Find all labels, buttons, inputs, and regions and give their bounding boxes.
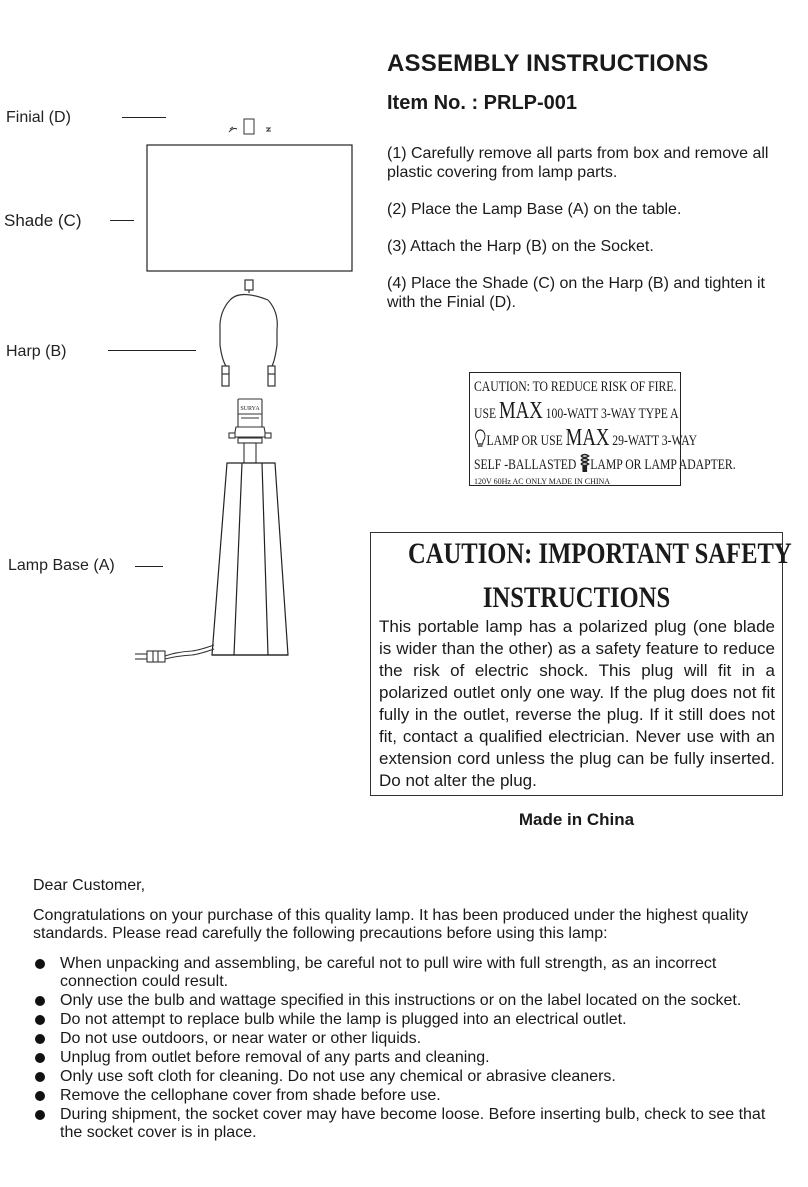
caution-text: 29-WATT 3-WAY bbox=[609, 433, 698, 449]
shade-icon bbox=[147, 145, 352, 271]
lamp-diagram bbox=[120, 110, 380, 680]
caution-text: LAMP OR USE bbox=[486, 433, 566, 449]
list-item: Do not attempt to replace bulb while the lamp is plugged into an electrical outlet. bbox=[33, 1011, 783, 1029]
caution-text: 100-WATT 3-WAY TYPE A bbox=[542, 406, 679, 422]
label-shade: Shade (C) bbox=[4, 211, 82, 230]
caution-label bbox=[469, 372, 736, 486]
finial-icon bbox=[229, 119, 271, 134]
item-number: Item No. : PRLP-001 bbox=[387, 92, 578, 114]
label-harp: Harp (B) bbox=[6, 343, 67, 360]
step-2: (2) Place the Lamp Base (A) on the table. bbox=[387, 201, 682, 218]
step-1: (1) Carefully remove all parts from box and remove all plastic covering from lamp parts. bbox=[387, 145, 769, 181]
harp-icon bbox=[220, 280, 277, 386]
caution-label-line-4 bbox=[474, 453, 736, 477]
greeting: Dear Customer, bbox=[33, 877, 146, 894]
list-item: Remove the cellophane cover from shade before use. bbox=[33, 1087, 783, 1105]
step-3: (3) Attach the Harp (B) on the Socket. bbox=[387, 238, 654, 255]
caution-text: LAMP OR LAMP ADAPTER. bbox=[590, 457, 736, 473]
safety-title-line-2: INSTRUCTIONS bbox=[482, 581, 671, 614]
list-item: When unpacking and assembling, be careful not to pull wire with full strength, as an incorrect connection could result. bbox=[33, 955, 783, 991]
safety-instructions-box bbox=[370, 532, 792, 796]
safety-body: This portable lamp has a polarized plug (one blade is wider than the other) as a safety feature to reduce the risk of electric shock. This plug will fit in a polarized outlet only one way. If the plug does not fit fully in the outlet, reverse the plug. If it still does not fit, contact a qualified electrician. Never use with an extension cord unless the plug can be fully inserted. Do not alter the plug. bbox=[379, 617, 775, 790]
list-item: Unplug from outlet before removal of any parts and cleaning. bbox=[33, 1049, 783, 1067]
intro: Congratulations on your purchase of this quality lamp. It has been produced under the highest quality standards. Please read carefully the following precautions before using this lamp: bbox=[33, 907, 749, 942]
max-text: MAX bbox=[565, 425, 610, 451]
caution-label-small: 120V 60Hz AC ONLY MADE IN CHINA bbox=[474, 477, 611, 486]
precautions-list bbox=[33, 955, 783, 1142]
cfl-bulb-icon bbox=[579, 453, 590, 473]
caution-label-line-2 bbox=[474, 398, 679, 426]
lamp-base-icon bbox=[212, 463, 288, 655]
customer-letter bbox=[33, 877, 783, 1143]
safety-title-line-1: CAUTION: IMPORTANT SAFETY bbox=[407, 537, 792, 570]
label-lamp-base: Lamp Base (A) bbox=[8, 557, 115, 574]
caution-text: SELF -BALLASTED bbox=[474, 457, 580, 473]
step-4: (4) Place the Shade (C) on the Harp (B) and tighten it with the Finial (D). bbox=[387, 275, 765, 311]
list-item: Only use the bulb and wattage specified in this instructions or on the label located on the socket. bbox=[33, 992, 783, 1010]
list-item: During shipment, the socket cover may have become loose. Before inserting bulb, check to see that the socket cover is in place. bbox=[33, 1106, 783, 1142]
list-item: Only use soft cloth for cleaning. Do not use any chemical or abrasive cleaners. bbox=[33, 1068, 783, 1086]
socket-brand: SURYA bbox=[240, 406, 260, 412]
bulb-icon bbox=[474, 429, 486, 449]
caution-text: USE bbox=[474, 406, 500, 422]
made-in-china: Made in China bbox=[518, 810, 635, 829]
caution-label-line-3 bbox=[474, 425, 698, 453]
assembly-steps bbox=[387, 144, 787, 330]
label-finial: Finial (D) bbox=[6, 109, 71, 126]
caution-label-line-1: CAUTION: TO REDUCE RISK OF FIRE. bbox=[474, 379, 677, 395]
plug-icon bbox=[135, 645, 214, 662]
page-title: ASSEMBLY INSTRUCTIONS bbox=[387, 50, 709, 77]
max-text: MAX bbox=[499, 398, 543, 424]
list-item: Do not use outdoors, or near water or other liquids. bbox=[33, 1030, 783, 1048]
